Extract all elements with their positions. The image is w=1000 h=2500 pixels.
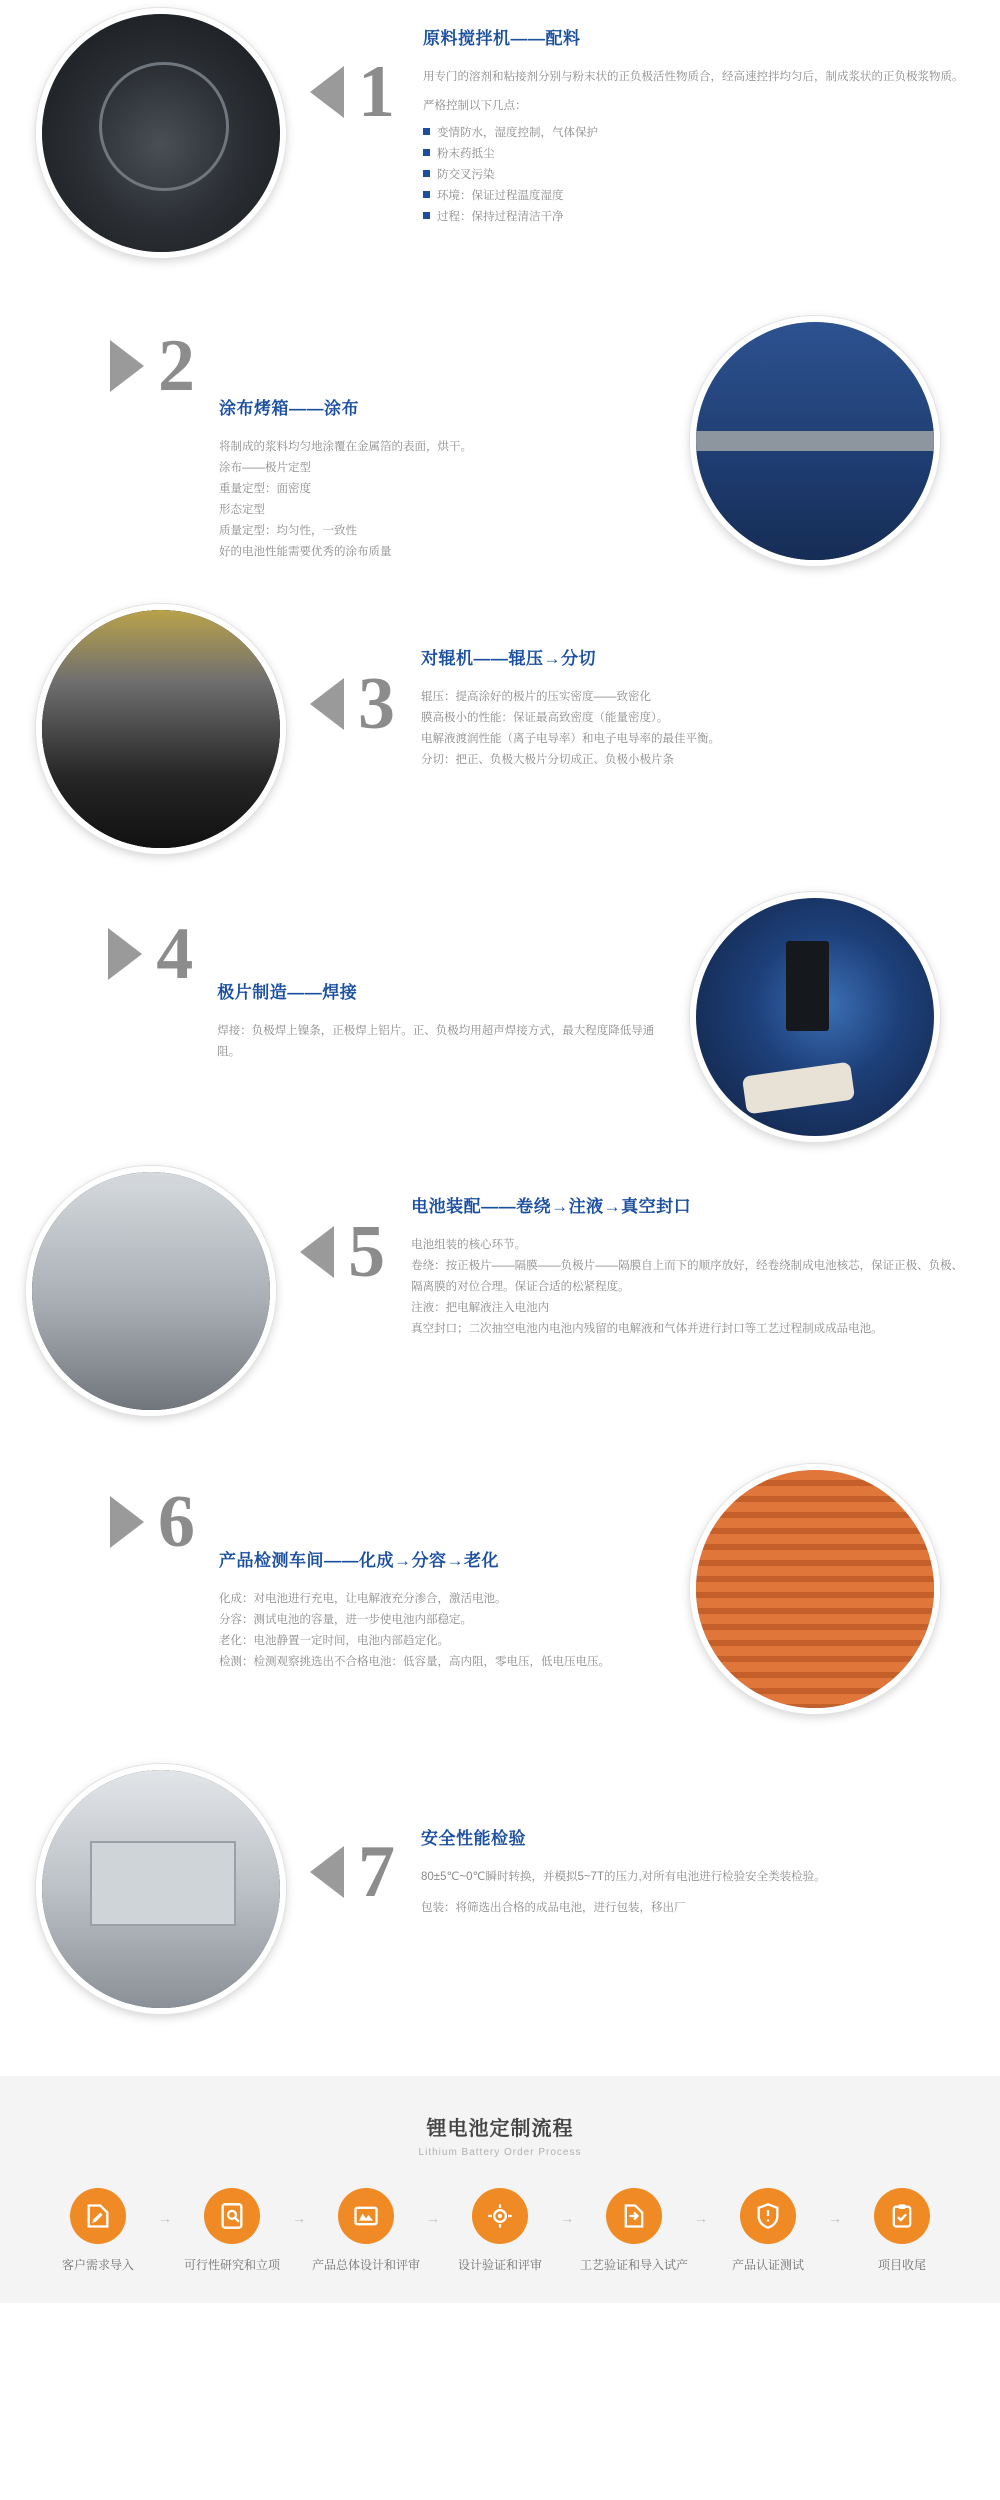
- process-step-1: [0, 8, 1000, 298]
- step-paragraph: 质量定型：均匀性，一致性: [219, 525, 357, 537]
- step-paragraph: 注液：把电解液注入电池内: [411, 1302, 550, 1314]
- flow-step-project-closure[interactable]: [848, 2188, 956, 2273]
- step-paragraph: 涂布——极片定型: [219, 462, 311, 474]
- arrow-right-icon: [110, 340, 144, 392]
- arrow-right-icon: [110, 1496, 144, 1548]
- step-number: 2: [158, 325, 195, 407]
- step-number: 3: [358, 663, 395, 745]
- step-number: 7: [358, 1831, 395, 1913]
- step-number: 4: [156, 913, 194, 995]
- step-4-marker: [108, 913, 194, 995]
- step-2-marker: [110, 325, 195, 407]
- list-item: 变情防水，湿度控制，气体保护: [423, 123, 970, 144]
- flow-step-design-verification[interactable]: [446, 2188, 554, 2273]
- step-paragraph: 用专门的溶剂和粘接剂分别与粉末状的正负极活性物质合，经高速控拌均匀后，制成浆状的正负极浆物质。: [423, 71, 964, 83]
- step-2-text: [195, 394, 690, 563]
- flow-step-process-trial[interactable]: [580, 2188, 688, 2273]
- flow-step-certification-test[interactable]: [714, 2188, 822, 2273]
- flow-step-customer-requirement[interactable]: [44, 2188, 152, 2273]
- step-5-text: [411, 1192, 1000, 1340]
- step-2-photo: [690, 316, 940, 566]
- list-item: 粉末药抵尘: [423, 144, 970, 165]
- step-paragraph: 80±5℃~0℃瞬时转换，并模拟5~7T的压力,对所有电池进行检验安全类装检验。: [421, 1871, 826, 1883]
- flow-label: 产品总体设计和评审: [312, 2258, 421, 2272]
- process-step-6: [0, 1458, 1000, 1758]
- flow-separator: →: [560, 2210, 574, 2226]
- step-6-marker: [110, 1481, 195, 1563]
- step-3-photo: [36, 604, 286, 854]
- step-5-photo: [26, 1166, 276, 1416]
- flow-label: 工艺验证和导入试产: [580, 2258, 689, 2272]
- step-paragraph: 重量定型：面密度: [219, 483, 311, 495]
- step-6-text: [195, 1546, 690, 1673]
- step-paragraph: 膜高极小的性能：保证最高致密度（能量密度）。: [421, 712, 669, 724]
- step-paragraph: 严格控制以下几点：: [423, 100, 527, 112]
- step-paragraph: 检测：检测观察挑选出不合格电池：低容量，高内阻，零电压，低电压电压。: [219, 1656, 610, 1668]
- flow-step-product-design[interactable]: [312, 2188, 420, 2273]
- pencil-document-icon: [70, 2188, 126, 2244]
- arrow-left-icon: [310, 1846, 344, 1898]
- clipboard-check-icon: [874, 2188, 930, 2244]
- export-file-icon: [606, 2188, 662, 2244]
- step-paragraph: 形态定型: [219, 504, 265, 516]
- process-step-2: [0, 298, 1000, 598]
- step-paragraph: 辊压：提高涂好的极片的压实密度——致密化: [421, 691, 651, 703]
- flow-label: 项目收尾: [877, 2258, 926, 2272]
- step-7-text: [421, 1824, 1000, 1919]
- list-item: 防交叉污染: [423, 165, 970, 186]
- arrow-left-icon: [300, 1226, 334, 1278]
- arrow-left-icon: [310, 678, 344, 730]
- flow-step-feasibility[interactable]: [178, 2188, 286, 2273]
- process-step-4: [0, 888, 1000, 1158]
- flow-separator: →: [828, 2210, 842, 2226]
- list-item: 过程：保持过程清洁干净: [423, 207, 970, 228]
- flow-label: 可行性研究和立项: [183, 2258, 280, 2272]
- flow-separator: →: [694, 2210, 708, 2226]
- gear-user-icon: [472, 2188, 528, 2244]
- flow-separator: →: [158, 2210, 172, 2226]
- step-1-photo: [36, 8, 286, 258]
- step-paragraph: 卷绕：按正极片——隔膜——负极片——隔膜自上而下的顺序放好，经卷绕制成电池核芯，保证正极、负极、隔离膜的对位合理。保证合适的松紧程度。: [411, 1260, 964, 1293]
- process-flow: [0, 2188, 1000, 2273]
- step-3-marker: [310, 663, 395, 745]
- step-title: 对辊机——辊压→分切: [421, 649, 596, 668]
- step-5-marker: [300, 1211, 386, 1293]
- step-paragraph: 电解液渡润性能（离子电导率）和电子电导率的最佳平衡。: [421, 733, 720, 745]
- step-paragraph: 电池组装的核心环节。: [411, 1239, 527, 1251]
- step-title: 安全性能检验: [421, 1829, 526, 1848]
- step-7-marker: [310, 1831, 395, 1913]
- flow-separator: →: [426, 2210, 440, 2226]
- footer-subtitle: Lithium Battery Order Process: [418, 2147, 582, 2158]
- step-6-photo: [690, 1464, 940, 1714]
- blueprint-icon: [338, 2188, 394, 2244]
- flow-label: 设计验证和评审: [457, 2258, 542, 2272]
- step-paragraph: 真空封口；二次抽空电池内电池内残留的电解液和气体并进行封口等工艺过程制成成品电池。: [411, 1323, 883, 1335]
- step-bullet-list: [423, 123, 970, 228]
- step-paragraph: 包装：将筛选出合格的成品电池，进行包装，移出厂: [421, 1902, 686, 1914]
- process-step-7: [0, 1758, 1000, 2058]
- step-paragraph: 分切：把正、负极大极片分切成正、负极小极片条: [421, 754, 674, 766]
- arrow-right-icon: [108, 928, 142, 980]
- step-number: 1: [358, 51, 395, 133]
- step-title: 涂布烤箱——涂布: [219, 399, 359, 418]
- step-1-text: [423, 24, 1000, 228]
- list-item: 环境：保证过程温度湿度: [423, 186, 970, 207]
- process-step-3: [0, 598, 1000, 888]
- step-paragraph: 焊接：负极焊上镍条，正极焊上铝片。正、负极均用超声焊接方式，最大程度降低导通阻。: [217, 1025, 655, 1058]
- step-title: 电池装配——卷绕→注液→真空封口: [411, 1197, 692, 1216]
- step-number: 5: [348, 1211, 386, 1293]
- search-document-icon: [204, 2188, 260, 2244]
- step-number: 6: [158, 1481, 195, 1563]
- step-4-text: [193, 978, 690, 1063]
- step-1-marker: [310, 51, 395, 133]
- arrow-left-icon: [310, 66, 344, 118]
- step-3-text: [421, 644, 1000, 771]
- step-paragraph: 将制成的浆料均匀地涂覆在金属箔的表面，烘干。: [219, 441, 472, 453]
- shield-alert-icon: [740, 2188, 796, 2244]
- step-paragraph: 老化：电池静置一定时间，电池内部趋定化。: [219, 1635, 449, 1647]
- step-paragraph: 好的电池性能需要优秀的涂布质量: [219, 546, 392, 558]
- step-title: 极片制造——焊接: [217, 983, 358, 1002]
- step-4-photo: [690, 892, 940, 1142]
- order-process-footer: [0, 2076, 1000, 2303]
- process-step-5: [0, 1158, 1000, 1458]
- step-paragraph: 分容：测试电池的容量，进一步使电池内部稳定。: [219, 1614, 472, 1626]
- flow-separator: →: [292, 2210, 306, 2226]
- step-title: 原料搅拌机——配料: [423, 29, 581, 48]
- flow-label: 客户需求导入: [61, 2258, 134, 2272]
- step-title: 产品检测车间——化成→分容→老化: [219, 1551, 499, 1570]
- footer-title: 锂电池定制流程: [426, 2118, 574, 2140]
- step-paragraph: 化成：对电池进行充电，让电解液充分渗合，激活电池。: [219, 1593, 507, 1605]
- flow-label: 产品认证测试: [731, 2258, 804, 2272]
- step-7-photo: [36, 1764, 286, 2014]
